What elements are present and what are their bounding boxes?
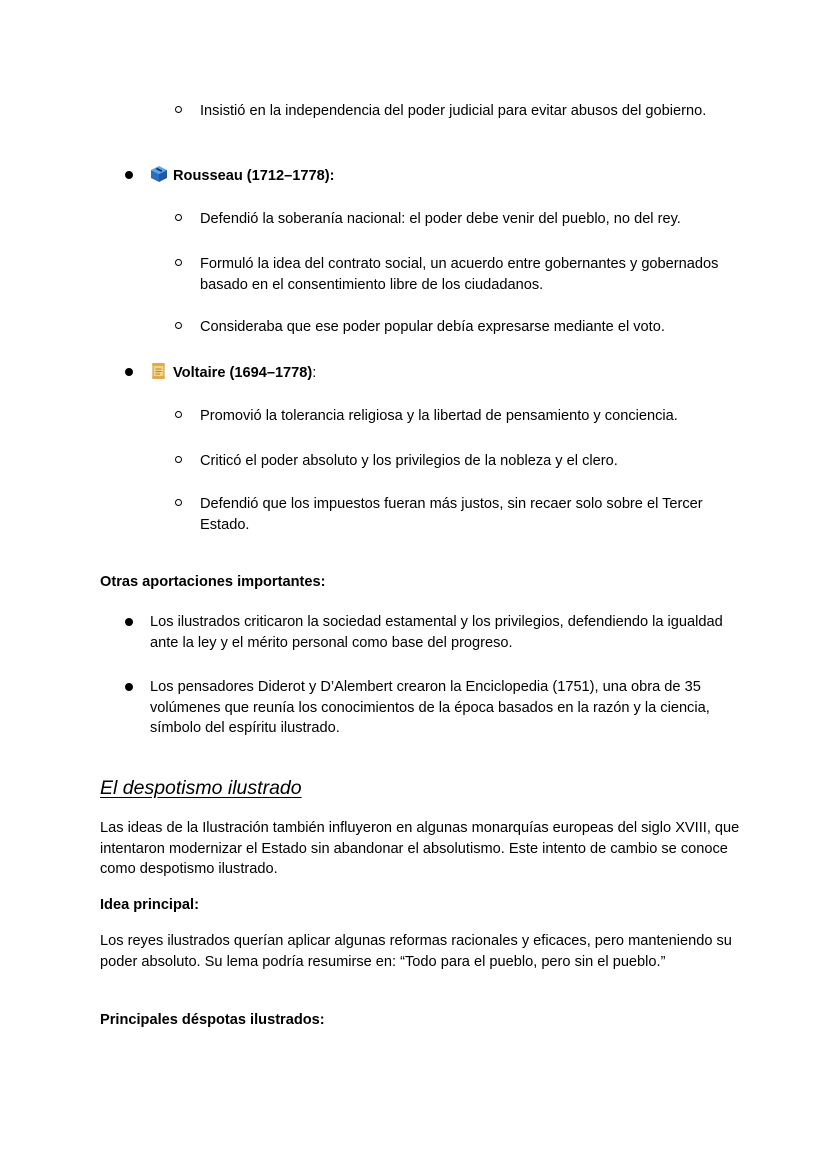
rousseau-title: Rousseau (1712–1778):: [173, 168, 335, 184]
section-title: El despotismo ilustrado: [100, 777, 302, 799]
list-item: Defendió que los impuestos fueran más justos, sin recaer solo sobre el Tercer Estado.: [200, 494, 740, 535]
hollow-bullet-icon: [175, 456, 182, 463]
voltaire-item: Voltaire (1694–1778):: [150, 362, 740, 384]
hollow-bullet-icon: [175, 214, 182, 221]
hollow-bullet-icon: [175, 259, 182, 266]
hollow-bullet-icon: [175, 499, 182, 506]
list-item: Consideraba que ese poder popular debía expresarse mediante el voto.: [200, 317, 740, 338]
hollow-bullet-icon: [175, 322, 182, 329]
intro-paragraph: Las ideas de la Ilustración también influyeron en algunas monarquías europeas del siglo XVIII, que intentaron modernizar el Estado sin abandonar el absolutismo. Este intento de cambio se conoce como despotismo ilustrado.: [100, 820, 740, 877]
rousseau-item: [150, 165, 740, 187]
idea-heading: Idea principal:: [100, 897, 199, 913]
list-item: Formuló la idea del contrato social, un acuerdo entre gobernantes y gobernados basado en el consentimiento libre de los ciudadanos.: [200, 254, 740, 295]
bullet-icon: [125, 618, 133, 626]
scroll-icon: [150, 362, 168, 380]
hollow-bullet-icon: [175, 411, 182, 418]
list-item: Insistió en la independencia del poder judicial para evitar abusos del gobierno.: [200, 101, 740, 122]
despotas-heading: Principales déspotas ilustrados:: [100, 1012, 325, 1028]
list-item: Los pensadores Diderot y D’Alembert crearon la Enciclopedia (1751), una obra de 35 volúmenes que reunía los conocimientos de la época basados en la razón y la ciencia, símbolo del espíritu ilustrado.: [150, 677, 740, 739]
list-item: Promovió la tolerancia religiosa y la libertad de pensamiento y conciencia.: [200, 406, 740, 427]
list-item: Defendió la soberanía nacional: el poder debe venir del pueblo, no del rey.: [200, 209, 740, 230]
voltaire-title: Voltaire (1694–1778): [173, 365, 313, 381]
ballot-box-icon: [150, 165, 168, 183]
section-heading: Otras aportaciones importantes:: [100, 574, 326, 590]
idea-paragraph: Los reyes ilustrados querían aplicar algunas reformas racionales y eficaces, pero manteniendo su poder absoluto. Su lema podría resumirse en: “Todo para el pueblo, pero sin el pueblo.”: [100, 933, 732, 970]
list-item: Los ilustrados criticaron la sociedad estamental y los privilegios, defendiendo la igualdad ante la ley y el mérito personal como base del progreso.: [150, 612, 740, 653]
list-item: Criticó el poder absoluto y los privilegios de la nobleza y el clero.: [200, 451, 740, 472]
bullet-icon: [125, 683, 133, 691]
hollow-bullet-icon: [175, 106, 182, 113]
bullet-icon: [125, 368, 133, 376]
bullet-icon: [125, 171, 133, 179]
